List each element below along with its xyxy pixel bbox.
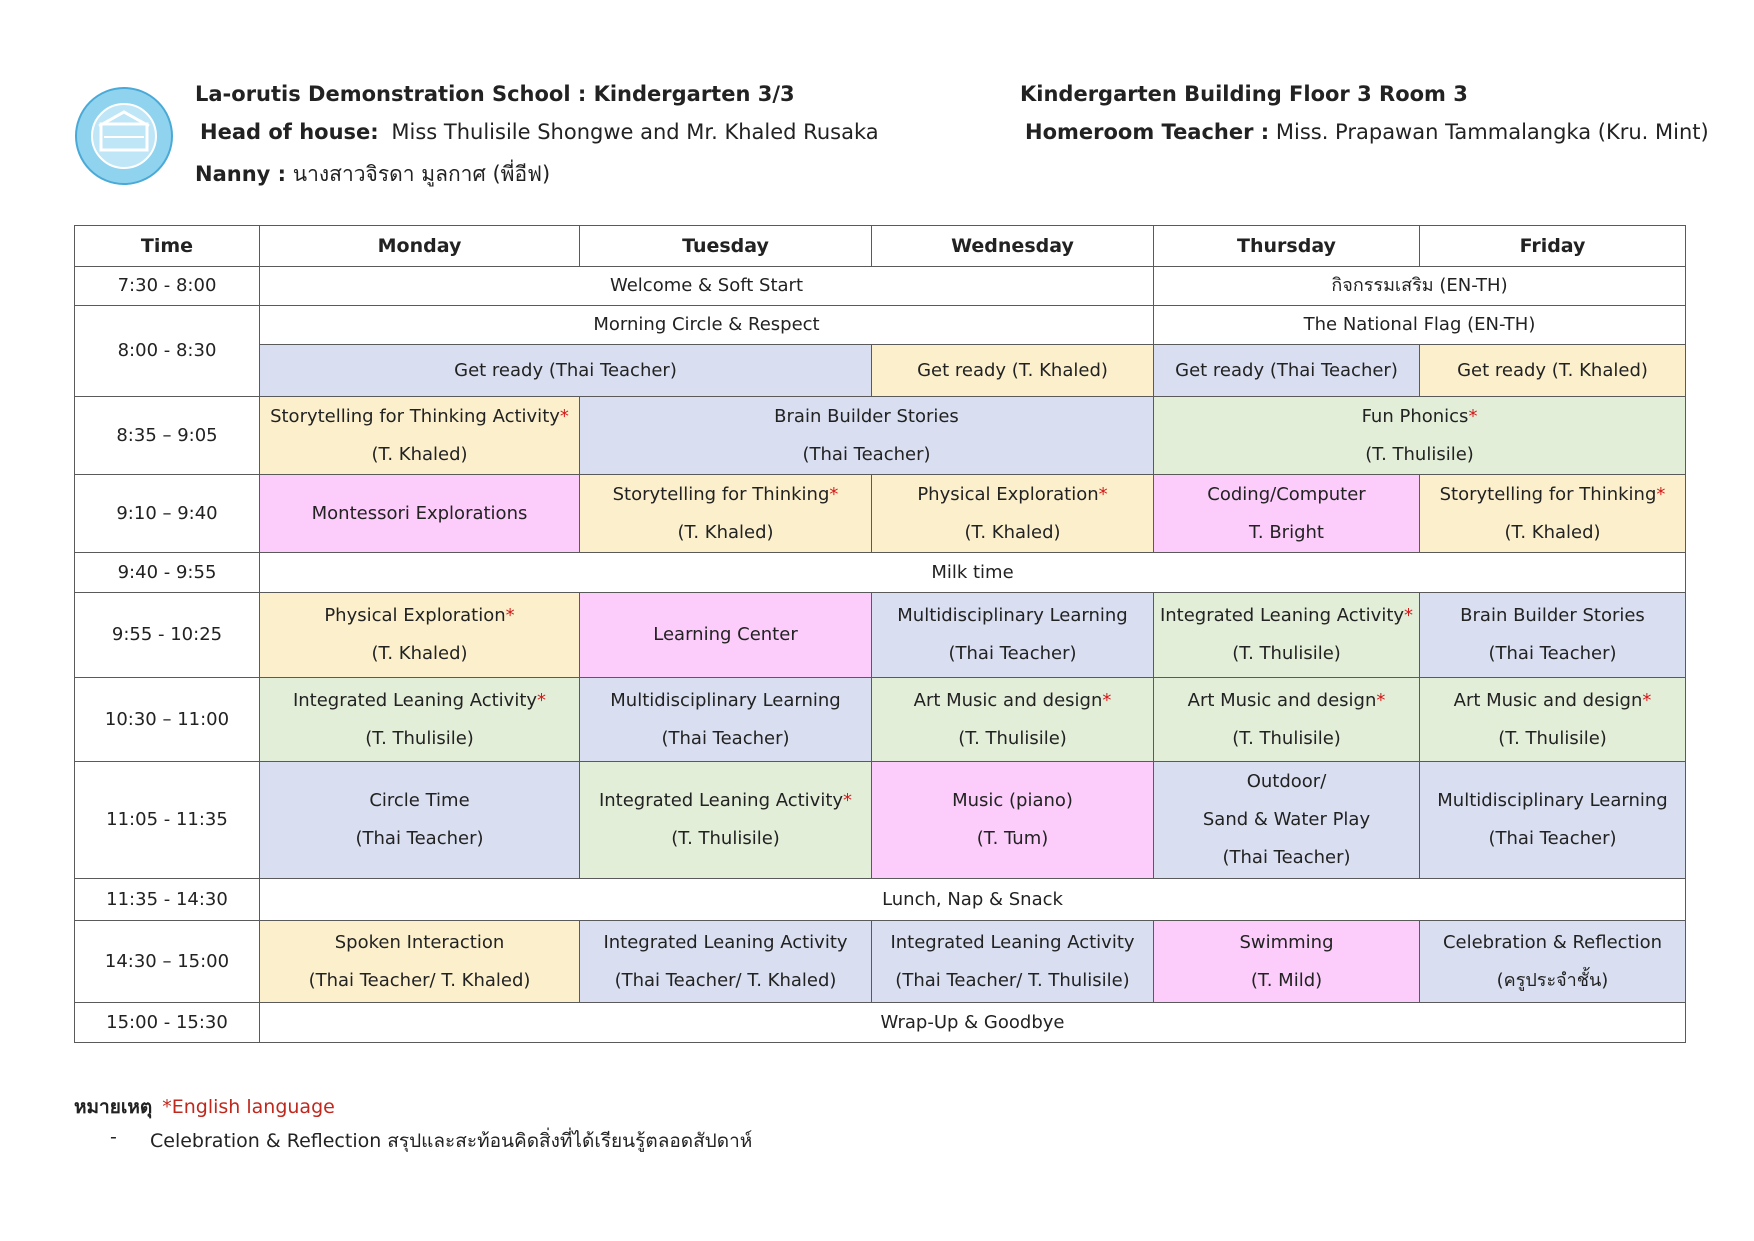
welcome-cell: Welcome & Soft Start bbox=[260, 267, 1154, 306]
notes-item: Celebration & Reflection สรุปและสะท้อนคิดสิ่งที่ได้เรียนรู้ตลอดสัปดาห์ bbox=[150, 1130, 753, 1152]
table-row bbox=[75, 762, 1686, 879]
cell-fri: Celebration & Reflection (ครูประจำชั้น) bbox=[1420, 921, 1686, 1003]
header-row bbox=[75, 226, 1686, 267]
table-row bbox=[75, 553, 1686, 593]
homeroom-teacher: Homeroom Teacher : Miss. Prapawan Tammalangka (Kru. Mint) bbox=[1025, 120, 1709, 144]
table-row bbox=[75, 1003, 1686, 1043]
head-of-house: Head of house: Miss Thulisile Shongwe and Mr. Khaled Rusaka bbox=[200, 120, 879, 144]
table-row bbox=[75, 345, 1686, 397]
table-row bbox=[75, 921, 1686, 1003]
timetable bbox=[74, 225, 1686, 1043]
get-ready-wed: Get ready (T. Khaled) bbox=[872, 345, 1154, 397]
cell-mon: Spoken Interaction (Thai Teacher/ T. Khaled) bbox=[260, 921, 580, 1003]
extra-activity-cell: กิจกรรมเสริม (EN-TH) bbox=[1154, 267, 1686, 306]
cell-wed: Multidisciplinary Learning (Thai Teacher) bbox=[872, 593, 1154, 678]
notes-dash: - bbox=[110, 1126, 117, 1148]
table-row bbox=[75, 306, 1686, 345]
cell-wed: Integrated Leaning Activity (Thai Teacher/ T. Thulisile) bbox=[872, 921, 1154, 1003]
cell-tue-wed: Brain Builder Stories (Thai Teacher) bbox=[580, 397, 1154, 475]
time-cell: 8:35 – 9:05 bbox=[75, 397, 260, 475]
cell-wed: Physical Exploration* (T. Khaled) bbox=[872, 475, 1154, 553]
cell-tue: Learning Center bbox=[580, 593, 872, 678]
table-row bbox=[75, 475, 1686, 553]
cell-thu-fri: Fun Phonics* (T. Thulisile) bbox=[1154, 397, 1686, 475]
notes-section bbox=[74, 1092, 753, 1152]
table-row bbox=[75, 267, 1686, 306]
get-ready-fri: Get ready (T. Khaled) bbox=[1420, 345, 1686, 397]
cell-wed: Music (piano) (T. Tum) bbox=[872, 762, 1154, 879]
cell-mon: Storytelling for Thinking Activity* (T. Khaled) bbox=[260, 397, 580, 475]
time-cell: 9:40 - 9:55 bbox=[75, 553, 260, 593]
time-cell: 8:00 - 8:30 bbox=[75, 306, 260, 397]
time-cell: 9:55 - 10:25 bbox=[75, 593, 260, 678]
time-cell: 9:10 – 9:40 bbox=[75, 475, 260, 553]
cell-thu: Coding/Computer T. Bright bbox=[1154, 475, 1420, 553]
school-title: La-orutis Demonstration School : Kindergarten 3/3 bbox=[195, 82, 795, 106]
cell-tue: Multidisciplinary Learning (Thai Teacher) bbox=[580, 678, 872, 762]
get-ready-thu: Get ready (Thai Teacher) bbox=[1154, 345, 1420, 397]
header-tuesday: Tuesday bbox=[580, 226, 872, 267]
cell-mon: Physical Exploration* (T. Khaled) bbox=[260, 593, 580, 678]
cell-fri: Brain Builder Stories (Thai Teacher) bbox=[1420, 593, 1686, 678]
wrap-up-cell: Wrap-Up & Goodbye bbox=[260, 1003, 1686, 1043]
lunch-cell: Lunch, Nap & Snack bbox=[260, 879, 1686, 921]
cell-fri: Storytelling for Thinking* (T. Khaled) bbox=[1420, 475, 1686, 553]
cell-tue: Storytelling for Thinking* (T. Khaled) bbox=[580, 475, 872, 553]
cell-mon: Integrated Leaning Activity* (T. Thulisile) bbox=[260, 678, 580, 762]
cell-mon: Circle Time (Thai Teacher) bbox=[260, 762, 580, 879]
table-row bbox=[75, 397, 1686, 475]
table-row bbox=[75, 678, 1686, 762]
table-row bbox=[75, 593, 1686, 678]
cell-fri: Art Music and design* (T. Thulisile) bbox=[1420, 678, 1686, 762]
cell-mon: Montessori Explorations bbox=[260, 475, 580, 553]
header-monday: Monday bbox=[260, 226, 580, 267]
morning-circle-cell: Morning Circle & Respect bbox=[260, 306, 1154, 345]
header-thursday: Thursday bbox=[1154, 226, 1420, 267]
header-friday: Friday bbox=[1420, 226, 1686, 267]
header-time: Time bbox=[75, 226, 260, 267]
notes-legend: *English language bbox=[162, 1096, 335, 1118]
national-flag-cell: The National Flag (EN-TH) bbox=[1154, 306, 1686, 345]
time-cell: 15:00 - 15:30 bbox=[75, 1003, 260, 1043]
cell-thu: Integrated Leaning Activity* (T. Thulisile) bbox=[1154, 593, 1420, 678]
cell-tue: Integrated Leaning Activity* (T. Thulisile) bbox=[580, 762, 872, 879]
cell-wed: Art Music and design* (T. Thulisile) bbox=[872, 678, 1154, 762]
school-logo bbox=[74, 86, 174, 186]
header-wednesday: Wednesday bbox=[872, 226, 1154, 267]
time-cell: 11:05 - 11:35 bbox=[75, 762, 260, 879]
cell-thu: Swimming (T. Mild) bbox=[1154, 921, 1420, 1003]
time-cell: 10:30 – 11:00 bbox=[75, 678, 260, 762]
cell-tue: Integrated Leaning Activity (Thai Teacher/ T. Khaled) bbox=[580, 921, 872, 1003]
table-row bbox=[75, 879, 1686, 921]
time-cell: 14:30 – 15:00 bbox=[75, 921, 260, 1003]
notes-title: หมายเหตุ bbox=[74, 1096, 153, 1118]
time-cell: 11:35 - 14:30 bbox=[75, 879, 260, 921]
milk-time-cell: Milk time bbox=[260, 553, 1686, 593]
building-info: Kindergarten Building Floor 3 Room 3 bbox=[1020, 82, 1468, 106]
nanny: Nanny : นางสาวจิรดา มูลกาศ (พี่อีฟ) bbox=[195, 162, 551, 186]
time-cell: 7:30 - 8:00 bbox=[75, 267, 260, 306]
cell-thu: Outdoor/ Sand & Water Play (Thai Teacher) bbox=[1154, 762, 1420, 879]
cell-fri: Multidisciplinary Learning (Thai Teacher) bbox=[1420, 762, 1686, 879]
get-ready-mon-tue: Get ready (Thai Teacher) bbox=[260, 345, 872, 397]
cell-thu: Art Music and design* (T. Thulisile) bbox=[1154, 678, 1420, 762]
